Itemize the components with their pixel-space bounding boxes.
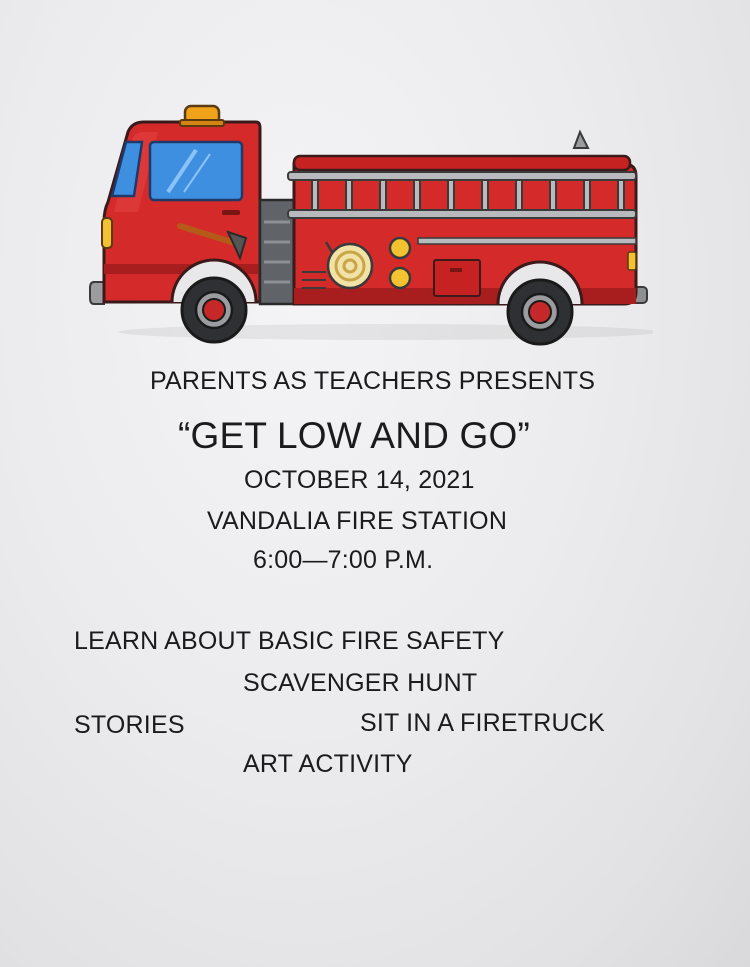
activity-stories: STORIES xyxy=(74,711,185,739)
event-date: OCTOBER 14, 2021 xyxy=(244,466,475,494)
fire-truck-icon xyxy=(88,92,653,352)
activity-fire-safety: LEARN ABOUT BASIC FIRE SAFETY xyxy=(74,627,505,655)
rear-wheel xyxy=(508,280,572,344)
event-time: 6:00—7:00 P.M. xyxy=(253,546,434,574)
presenter-line: PARENTS AS TEACHERS PRESENTS xyxy=(150,367,596,395)
front-wheel xyxy=(182,278,246,342)
activity-sit-in-firetruck: SIT IN A FIRETRUCK xyxy=(360,709,605,737)
activity-scavenger-hunt: SCAVENGER HUNT xyxy=(243,669,478,697)
event-location: VANDALIA FIRE STATION xyxy=(207,507,508,535)
event-title: “GET LOW AND GO” xyxy=(178,415,530,456)
activity-art: ART ACTIVITY xyxy=(243,750,413,778)
